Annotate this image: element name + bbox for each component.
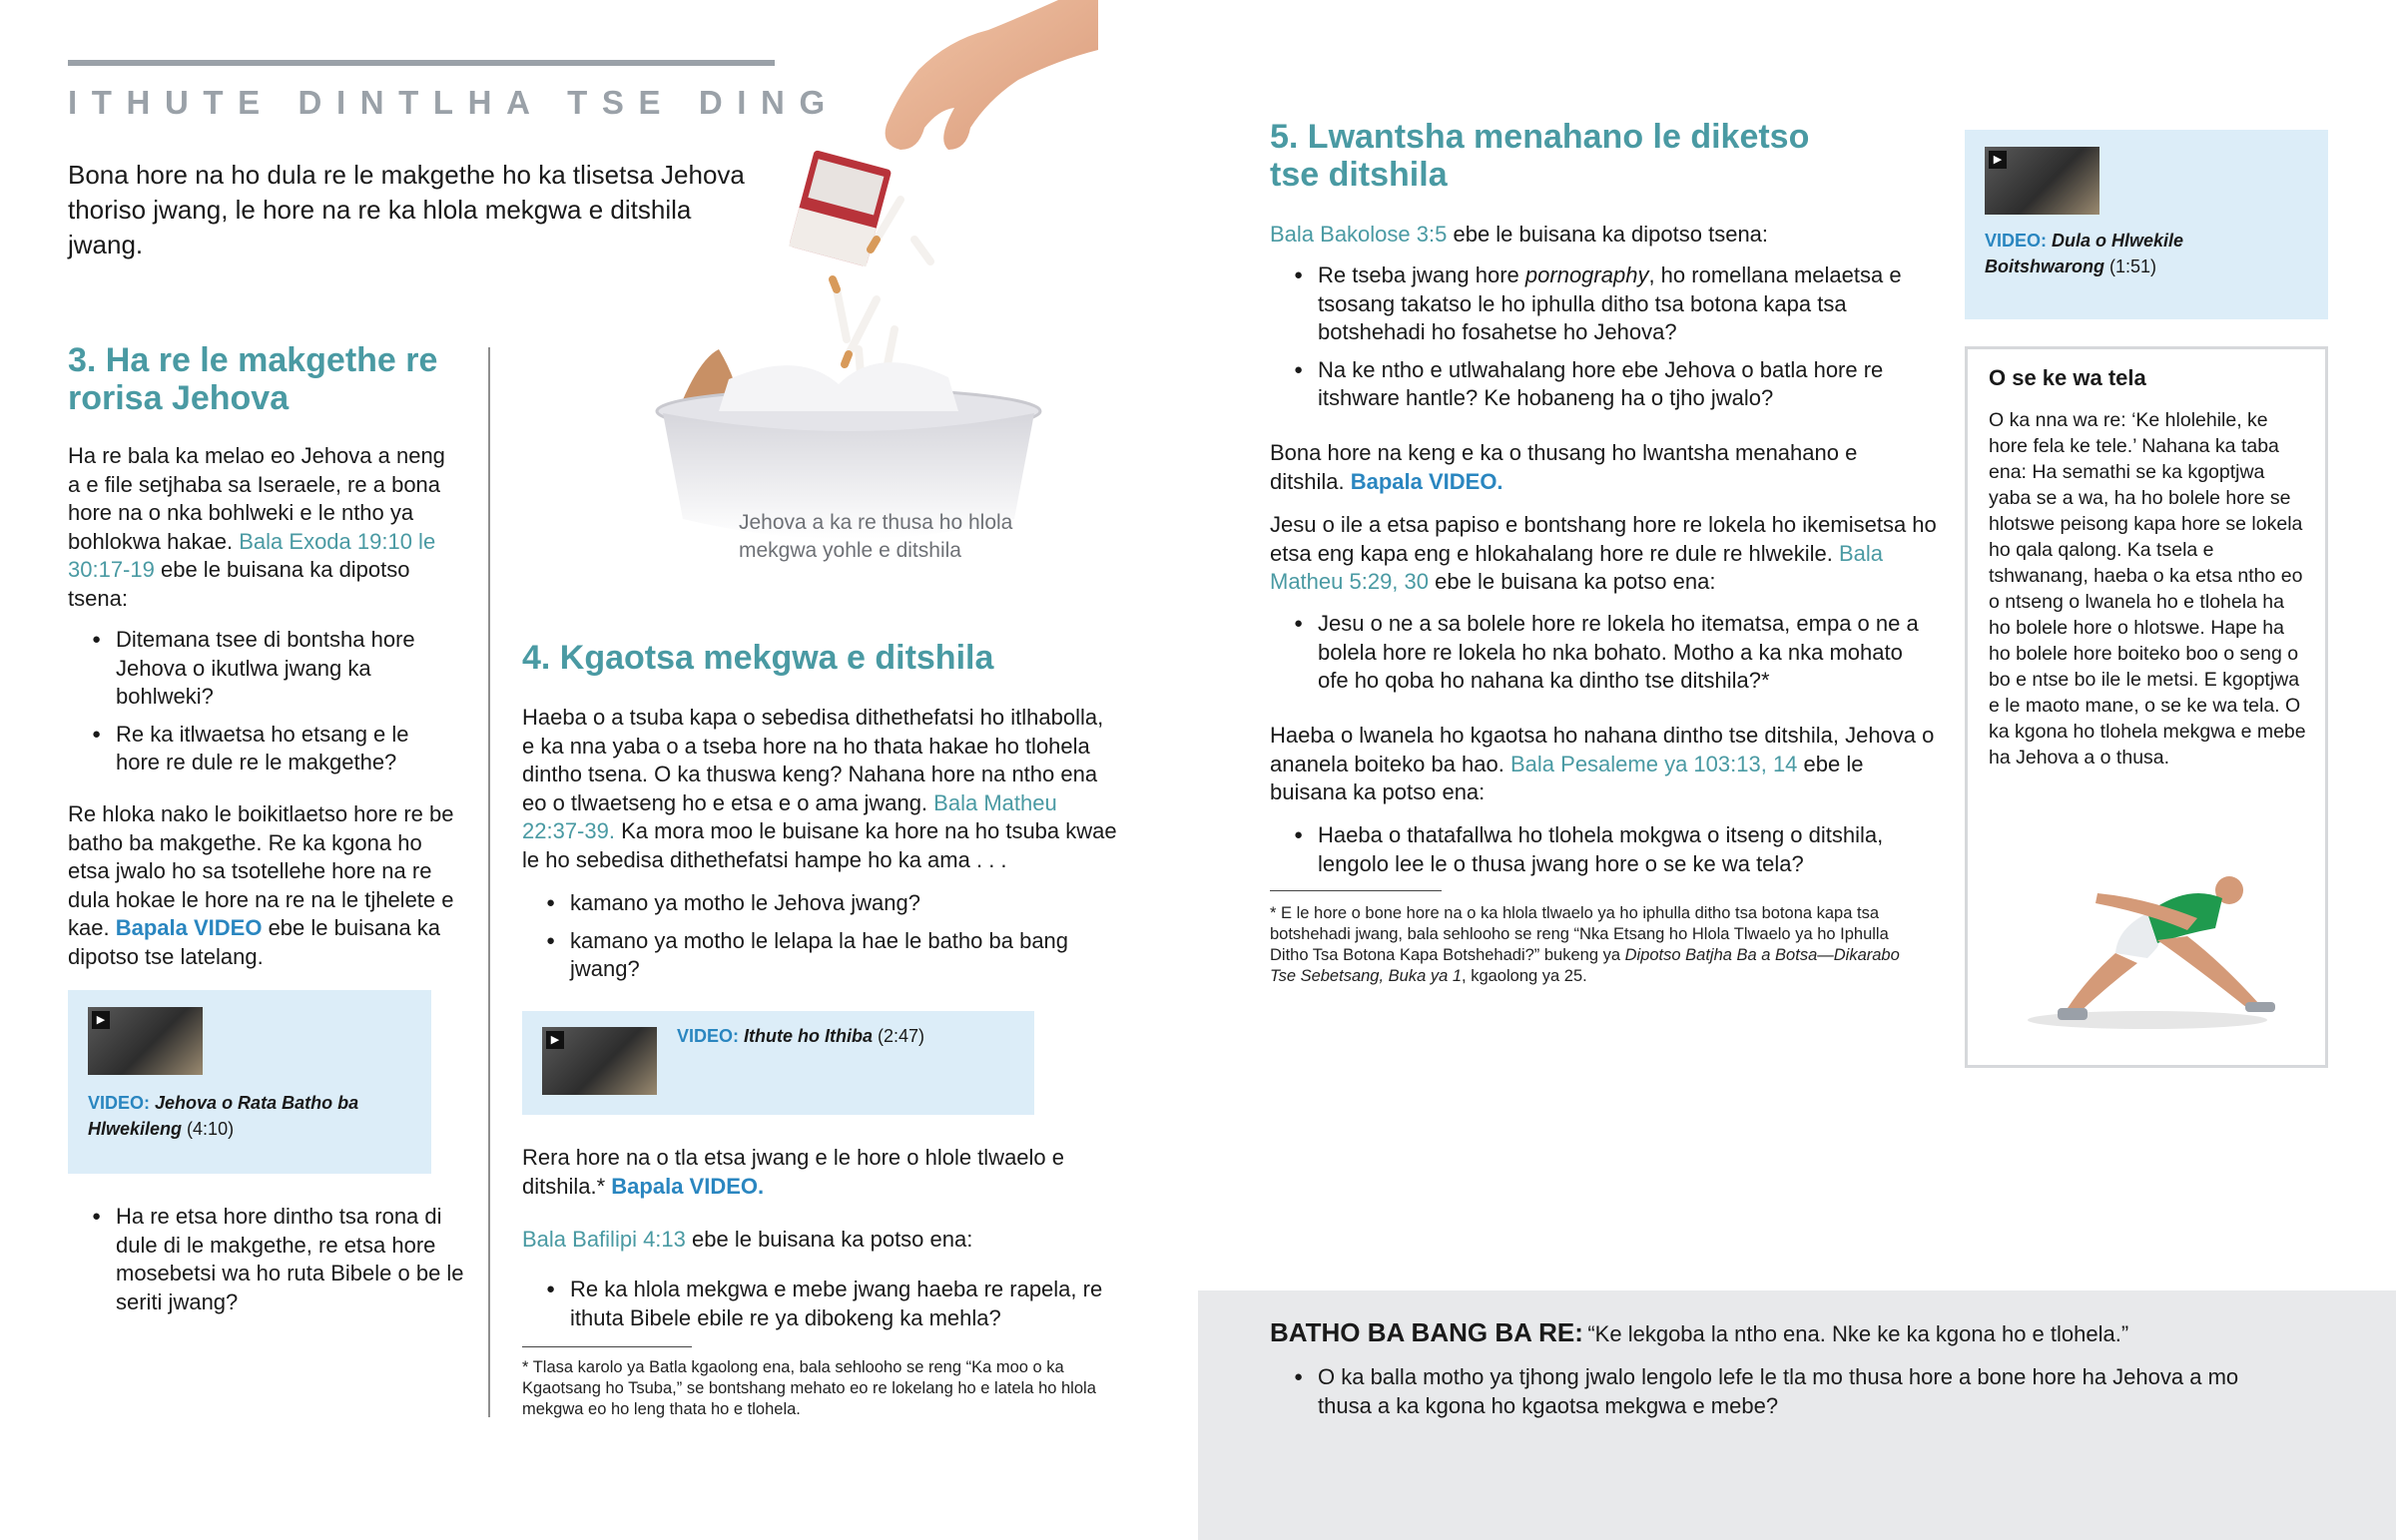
- section5-intro: [1270, 221, 1929, 250]
- play-icon[interactable]: ▶: [92, 1011, 110, 1029]
- video-title[interactable]: Ithute ho Ithiba: [744, 1026, 874, 1046]
- bullet-emphasis: pornography: [1524, 262, 1649, 287]
- section5-para2-text: Jesu o ile a etsa papiso e bontshang hore re lokela ho ikemisetsa ho etsa eng kapa eng e hlokahalang hore re dule re hlwekile.: [1270, 512, 1937, 566]
- book-title: Dipotso Batjha Ba a Botsa—Dikarabo Tse Sebetsang, Buka ya 1: [1270, 946, 1900, 985]
- video-thumbnail[interactable]: [542, 1027, 657, 1095]
- video-card-ithute[interactable]: [522, 1011, 1034, 1115]
- video-title[interactable]: Dula o Hlwekile Boitshwarong: [1985, 231, 2184, 276]
- section5-para1: [1270, 439, 1919, 496]
- play-video-link[interactable]: Bapala VIDEO.: [1350, 468, 1503, 494]
- others-say-heading: [1270, 1317, 2368, 1348]
- section5-question2: [1270, 610, 1929, 705]
- list-item: ● Ditemana tsee di bontsha hore Jehova o ikutlwa jwang ka bohlweki?: [68, 626, 447, 712]
- section5-para1-text: Bona hore na keng e ka o thusang ho lwantsha menahano e ditshila.: [1270, 440, 1858, 494]
- section5-intro-end: ebe le buisana ka dipotso tsena:: [1453, 222, 1769, 247]
- list-item: ● Re ka itlwaetsa ho etsang e le hore re dule re le makgethe?: [68, 721, 447, 777]
- video-duration: (4:10): [187, 1119, 235, 1139]
- play-icon[interactable]: ▶: [546, 1031, 564, 1049]
- bullet-text: , ho romellana melaetsa e tsosang takatso le ho iphulla ditho tsa botona kapa tsa botshehadi ho fosahetse ho Jehova?: [1318, 262, 1902, 344]
- section4-para2-text: Rera hore na o tla etsa jwang e le hore o hlole tlwaelo e ditshila.*: [522, 1145, 1065, 1199]
- section5-title: 5. Lwantsha menahano le diketso tse ditshila: [1270, 118, 1810, 194]
- section3-para1: [68, 442, 462, 613]
- section4-para3-end: ebe le buisana ka potso ena:: [692, 1227, 973, 1252]
- section3-questions: [68, 626, 447, 786]
- section4-para1: [522, 704, 1121, 874]
- video-card-dula[interactable]: [1965, 130, 2328, 319]
- section4-para3: [522, 1226, 1081, 1255]
- section5-para3-end: ebe le buisana ka potso ena:: [1270, 751, 1864, 804]
- section4-footnote: * Tlasa karolo ya Batla kgaolong ena, bala sehlooho se reng “Ka moo o ka Kgaotsang ho Tsuba,” se bontshang mehato eo re lokelang ho e latela ho hlola mekgwa eo ho leng thata ho e tlohela.: [522, 1358, 1096, 1418]
- list-item: [1270, 261, 1929, 347]
- fallen-runner-illustration: [1998, 858, 2297, 1038]
- footnote-rule: [1270, 890, 1442, 891]
- section5-footnote: [1270, 903, 1929, 987]
- section3-para2-text: Re hloka nako le boikitlaetso hore re be batho ba makgethe. Re ka kgona ho etsa jwalo ho sa tsotellehe hore na re dula hokae le hore na re na le tjhelete e kae.: [68, 801, 454, 940]
- section5-para2: [1270, 511, 1939, 597]
- video-thumbnail[interactable]: [1985, 147, 2099, 215]
- page-kicker: ITHUTE DINTLHA TSE DING: [68, 84, 840, 121]
- section3-final-question: [68, 1203, 467, 1325]
- video-thumbnail[interactable]: [88, 1007, 203, 1075]
- section5-para3-text: Haeba o lwanela ho kgaotsa ho nahana dintho tse ditshila, Jehova o ananela boiteko ba hao.: [1270, 723, 1935, 776]
- section4-para1-text: Haeba o a tsuba kapa o sebedisa dithethefatsi ho itlhabolla, e ka nna yaba o a tseba hore na ho thata hakae ho tlohela dintho tsena. O ka thuswa keng? Nahana hore na ntho ena eo o tlwaetseng ho e etsa e o ama jwang.: [522, 705, 1104, 815]
- column-divider: [488, 347, 490, 1417]
- footnote-rule: [522, 1346, 692, 1347]
- video-label: VIDEO:: [88, 1093, 151, 1113]
- encouragement-box-title: O se ke wa tela: [1989, 365, 2146, 390]
- list-item: ● Ha re etsa hore dintho tsa rona di dule di le makgethe, re etsa hore mosebetsi wa ho ruta Bibele o be le seriti jwang?: [68, 1203, 467, 1316]
- encouragement-box: [1965, 346, 2328, 1068]
- play-icon[interactable]: ▶: [1989, 151, 2007, 169]
- illustration-caption: Jehova a ka re thusa ho hlola mekgwa yohle e ditshila: [739, 511, 1013, 562]
- list-item: ● kamano ya motho le lelapa la hae le batho ba bang jwang?: [522, 927, 1121, 984]
- video-duration: (1:51): [2109, 257, 2157, 276]
- others-say-quote: “Ke lekgoba la ntho ena. Nke ke ka kgona ho e tlohela.”: [1587, 1321, 2129, 1346]
- encouragement-box-text: O ka nna wa re: ‘Ke hlolehile, ke hore fela ke tele.’ Nahana ka taba ena: Ha semathi se ka kgoptjwa yaba se a wa, ha ho bolele hore se hlotswe peisong kapa hore se lokela ho qala qalong. Ka tsela e tshwanang, haeba o ka etsa ntho eo o ntseng o lwanela ho e tlohela ha ho bolele hore o hlotswe. Hape ha ho bolele hore boiteko boo o seng o bo e ntse bo ile le metsi. E kgoptjwa e le maoto mane, o se ke wa tela. O ka kgona ho tlohela mekgwa e mebe ha Jehova a o thusa.: [1989, 409, 2306, 769]
- list-item: ● kamano ya motho le Jehova jwang?: [522, 889, 1121, 918]
- bible-link-philippians[interactable]: Bala Bafilipi 4:13: [522, 1227, 686, 1252]
- bullet-text: Na ke ntho e utlwahalang hore ebe Jehova o batla hore re itshware hantle? Ke hobaneng ha o tjho jwalo?: [1318, 356, 1884, 410]
- section3-para2: [68, 800, 462, 971]
- play-video-link[interactable]: Bapala VIDEO.: [611, 1173, 765, 1199]
- list-item: ● Haeba o thatafallwa ho tlohela mokgwa o itseng o ditshila, lengolo lee le o thusa jwang hore o se ke wa tela?: [1270, 821, 1929, 878]
- section4-para1-end: Ka mora moo le buisane ka hore na ho tsuba kwae le ho sebedisa dithethefatsi hampe ho ka ama . . .: [522, 818, 1117, 872]
- video-card-jehova[interactable]: [68, 990, 431, 1174]
- bible-link-colossians[interactable]: Bala Bakolose 3:5: [1270, 222, 1448, 247]
- section5-questions: [1270, 261, 1929, 422]
- footnote-text: * E le hore o bone hore na o ka hlola tlwaelo ya ho iphulla ditho tsa botona kapa tsa botshehadi jwang, bala sehlooho se reng “Nka Etsang ho Hlola Tlwaelo ya ho Iphulla Ditho Tsa Botona Kapa Botshehadi?” bukeng ya: [1270, 904, 1889, 964]
- footnote-text: , kgaolong ya 25.: [1462, 967, 1587, 985]
- section5-para2-end: ebe le buisana ka potso ena:: [1435, 569, 1716, 594]
- video-title[interactable]: Jehova o Rata Batho ba Hlwekileng: [88, 1093, 359, 1139]
- video-label: VIDEO:: [677, 1026, 740, 1046]
- list-item: ● Jesu o ne a sa bolele hore re lokela ho itematsa, empa o ne a bolela hore re lokela ho nka bohato. Motho a ka nka mohato ofe ho qoba ho nahana ka dintho tse ditshila?*: [1270, 610, 1929, 696]
- list-item: ● O ka balla motho ya tjhong jwalo lengolo lefe le tla mo thusa hore a bone hore ha Jehova a mo thusa a ka kgona ho kgaotsa mekgwa e mebe?: [1270, 1363, 2268, 1420]
- bible-link-psalm[interactable]: Bala Pesaleme ya 103:13, 14: [1510, 751, 1798, 776]
- illustration: [619, 0, 1098, 559]
- section3-para2-end: ebe le buisana ka dipotso tse latelang.: [68, 915, 441, 969]
- section4-final-question: [522, 1276, 1121, 1341]
- section5-question3: [1270, 821, 1929, 887]
- intro-text: Bona hore na ho dula re le makgethe ho ka tlisetsa Jehova thoriso jwang, le hore na re ka hlola mekgwa e ditshila jwang.: [68, 160, 745, 259]
- others-say-question: [1270, 1363, 2268, 1429]
- bible-link-matthew-5[interactable]: Bala Matheu 5:29, 30: [1270, 540, 1884, 594]
- others-say-label: BATHO BA BANG BA RE:: [1270, 1317, 1583, 1347]
- bible-link-exodus[interactable]: Bala Exoda 19:10 le 30:17-19: [68, 528, 436, 582]
- video-caption: [88, 1090, 407, 1142]
- video-label: VIDEO:: [1985, 231, 2048, 251]
- list-item: [1270, 356, 1929, 413]
- section3-para1-end: ebe le buisana ka dipotso tsena:: [68, 557, 410, 611]
- section5-para3: [1270, 722, 1939, 807]
- bullet-text: Re tseba jwang hore: [1318, 262, 1525, 287]
- section3-title: 3. Ha re le makgethe re rorisa Jehova: [68, 341, 438, 417]
- section4-title: 4. Kgaotsa mekgwa e ditshila: [522, 639, 994, 677]
- video-caption: [1985, 228, 2304, 279]
- trash-bin-illustration: [619, 0, 1098, 559]
- list-item: ● Re ka hlola mekgwa e mebe jwang haeba re rapela, re ithuta Bibele ebile re ya dibokeng ka mehla?: [522, 1276, 1121, 1332]
- section3-para1-text: Ha re bala ka melao eo Jehova a neng a e file setjhaba sa Iseraele, re a bona hore na o nka bohlweki e le ntho ya bohlokwa hakae.: [68, 443, 445, 554]
- bible-link-matthew[interactable]: Bala Matheu 22:37-39.: [522, 789, 1057, 843]
- video-caption: [677, 1023, 1016, 1049]
- section4-questions: [522, 889, 1121, 993]
- section4-para2: [522, 1144, 1081, 1201]
- video-duration: (2:47): [878, 1026, 925, 1046]
- play-video-link[interactable]: Bapala VIDEO: [115, 915, 263, 940]
